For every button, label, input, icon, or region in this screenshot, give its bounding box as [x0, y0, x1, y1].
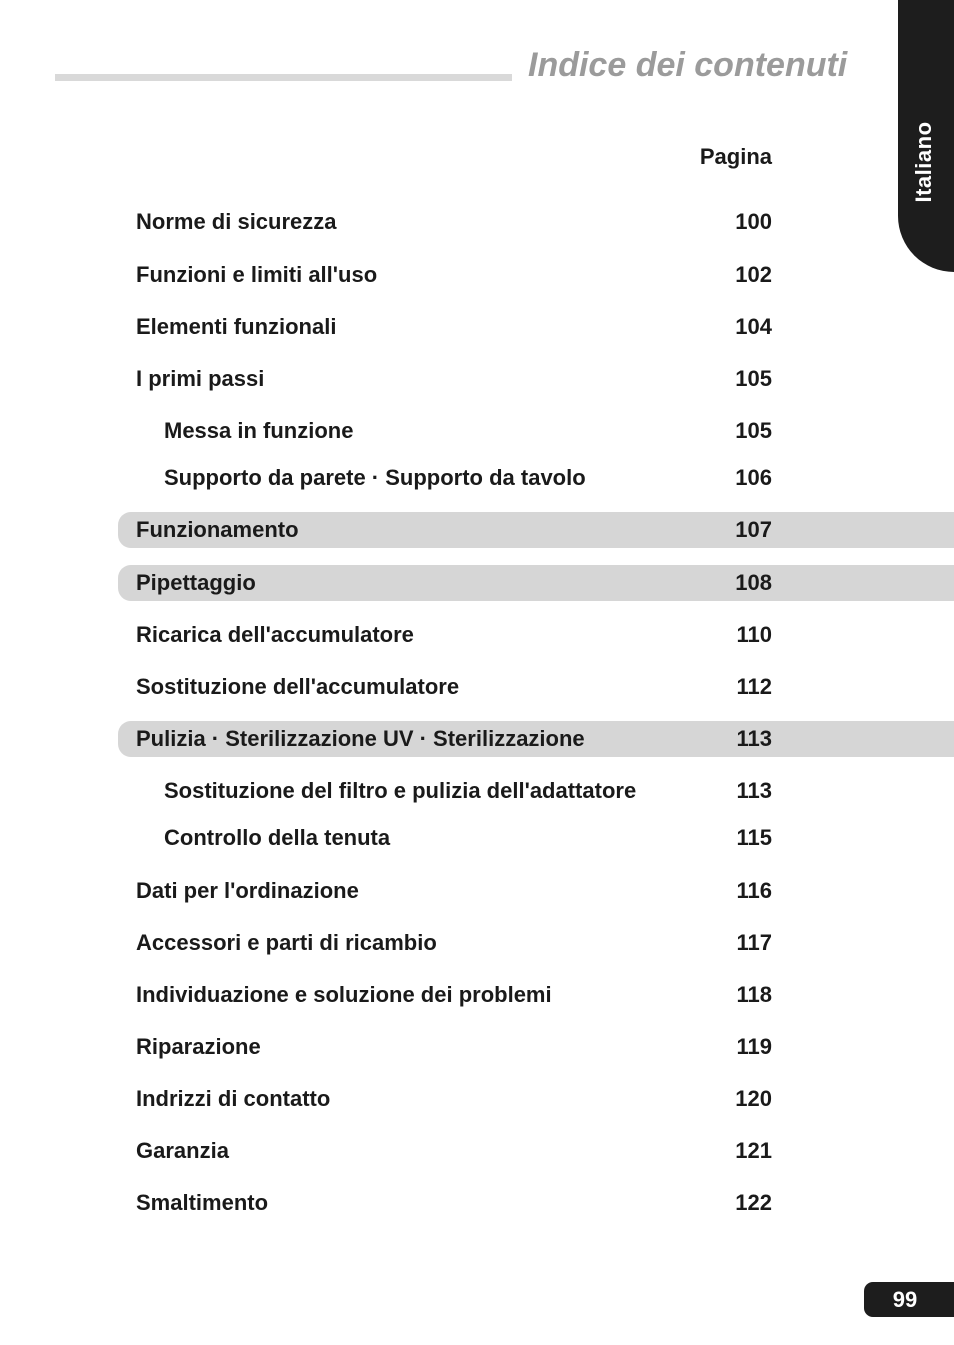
- toc-entry-page: 108: [735, 570, 772, 595]
- toc-entry-page: 106: [735, 465, 772, 490]
- toc-entry-title: Dati per l'ordinazione: [136, 878, 359, 903]
- toc-entry-title: Ricarica dell'accumulatore: [136, 622, 414, 647]
- toc-entry-page: 122: [735, 1190, 772, 1215]
- toc-entry: [0, 773, 954, 809]
- toc-entry-title: Accessori e parti di ricambio: [136, 930, 437, 955]
- toc-entry: [0, 1133, 954, 1169]
- toc-entry-page: 104: [735, 314, 772, 339]
- toc-entry-page: 118: [736, 982, 772, 1007]
- header-rule: [55, 74, 512, 81]
- toc-entry-page: 107: [735, 517, 772, 542]
- toc-entry-page: 117: [736, 930, 772, 955]
- toc-entry: [0, 204, 954, 240]
- toc-entry: [0, 565, 954, 601]
- page-column-header: Pagina: [699, 144, 772, 169]
- toc-entry-page: 116: [736, 878, 772, 903]
- toc-entry: [0, 617, 954, 653]
- toc-entry-title: Messa in funzione: [164, 418, 354, 443]
- toc-entry-page: 102: [735, 262, 772, 287]
- toc-entry-title: Indrizzi di contatto: [136, 1086, 331, 1111]
- toc-entry-title: Sostituzione del filtro e pulizia dell'adattatore: [164, 778, 637, 803]
- toc-entry-title: Supporto da parete · Supporto da tavolo: [164, 465, 586, 490]
- toc-entry: [0, 820, 954, 856]
- toc-entry: [0, 1081, 954, 1117]
- toc-entry: [0, 257, 954, 293]
- toc-entry-title: Smaltimento: [136, 1190, 269, 1215]
- toc-entry-page: 110: [736, 622, 772, 647]
- toc-entry: [0, 873, 954, 909]
- toc-entry-title: Pulizia · Sterilizzazione UV · Sterilizzazione: [136, 726, 585, 751]
- toc-entry: [0, 361, 954, 397]
- toc-entry: [0, 413, 954, 449]
- toc-entry: [0, 309, 954, 345]
- toc-entry: [0, 721, 954, 757]
- toc-entry-title: Elementi funzionali: [136, 314, 337, 339]
- toc-entry: [0, 512, 954, 548]
- toc-entry-title: Individuazione e soluzione dei problemi: [136, 982, 552, 1007]
- toc-entry-page: 100: [735, 209, 772, 234]
- toc-entry-title: Funzionamento: [136, 517, 299, 542]
- language-tab-label: Italiano: [911, 121, 936, 203]
- toc-entry-page: 119: [736, 1034, 772, 1059]
- toc-entry-page: 115: [736, 825, 772, 850]
- toc-entry: [0, 925, 954, 961]
- toc-entry-page: 120: [735, 1086, 772, 1111]
- toc-entry-title: Riparazione: [136, 1034, 261, 1059]
- toc-entry-page: 121: [735, 1138, 772, 1163]
- page-title: Indice dei contenuti: [528, 46, 848, 84]
- toc-entry: [0, 1185, 954, 1221]
- toc-entry: [0, 460, 954, 496]
- toc-entry: [0, 669, 954, 705]
- toc-entry: [0, 1029, 954, 1065]
- toc-entry-page: 112: [736, 674, 772, 699]
- toc-entry-title: Funzioni e limiti all'uso: [136, 262, 378, 287]
- toc-entry-title: Norme di sicurezza: [136, 209, 337, 234]
- toc-entry-title: Pipettaggio: [136, 570, 256, 595]
- toc-entry: [0, 977, 954, 1013]
- toc-entry-page: 113: [736, 726, 772, 751]
- toc-entry-page: 105: [735, 366, 772, 391]
- page-number: 99: [892, 1287, 918, 1312]
- toc-entry-title: Garanzia: [136, 1138, 229, 1163]
- toc-entry-title: I primi passi: [136, 366, 265, 391]
- toc-entry-title: Sostituzione dell'accumulatore: [136, 674, 460, 699]
- toc-entry-title: Controllo della tenuta: [164, 825, 391, 850]
- toc-entry-page: 113: [736, 778, 772, 803]
- toc-entry-page: 105: [735, 418, 772, 443]
